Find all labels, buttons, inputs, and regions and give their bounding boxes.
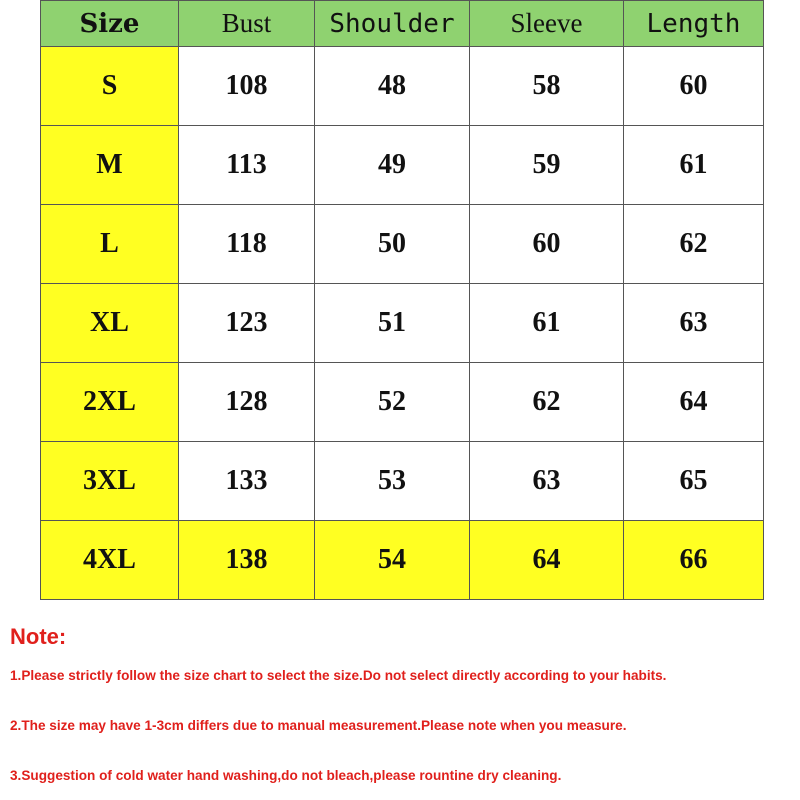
bust-cell: 108 <box>179 47 315 126</box>
column-header-shoulder: Shoulder <box>315 1 470 47</box>
table-row <box>41 126 764 205</box>
sleeve-cell: 60 <box>470 205 624 284</box>
note-item: 1.Please strictly follow the size chart to select the size.Do not select directly according to your habits. <box>10 668 667 683</box>
column-header-sleeve: Sleeve <box>470 1 624 47</box>
bust-cell: 118 <box>179 205 315 284</box>
size-chart-table <box>40 0 764 600</box>
bust-cell: 133 <box>179 442 315 521</box>
length-cell: 65 <box>624 442 764 521</box>
shoulder-cell: 53 <box>315 442 470 521</box>
bust-cell: 138 <box>179 521 315 600</box>
note-item: 2.The size may have 1-3cm differs due to manual measurement.Please note when you measure. <box>10 718 627 733</box>
table-row <box>41 205 764 284</box>
size-cell: 4XL <box>41 521 179 600</box>
note-title: Note: <box>10 624 67 649</box>
length-cell: 61 <box>624 126 764 205</box>
bust-cell: 113 <box>179 126 315 205</box>
size-cell: L <box>41 205 179 284</box>
shoulder-cell: 50 <box>315 205 470 284</box>
size-cell: XL <box>41 284 179 363</box>
shoulder-cell: 52 <box>315 363 470 442</box>
column-header-length: Length <box>624 1 764 47</box>
shoulder-cell: 48 <box>315 47 470 126</box>
column-header-size: Size <box>41 1 179 47</box>
length-cell: 64 <box>624 363 764 442</box>
sleeve-cell: 63 <box>470 442 624 521</box>
sleeve-cell: 62 <box>470 363 624 442</box>
shoulder-cell: 54 <box>315 521 470 600</box>
table-row <box>41 442 764 521</box>
table-row <box>41 363 764 442</box>
shoulder-cell: 49 <box>315 126 470 205</box>
size-cell: 3XL <box>41 442 179 521</box>
length-cell: 66 <box>624 521 764 600</box>
table-row <box>41 47 764 126</box>
length-cell: 62 <box>624 205 764 284</box>
sleeve-cell: 61 <box>470 284 624 363</box>
note-item: 3.Suggestion of cold water hand washing,do not bleach,please rountine dry cleaning. <box>10 768 562 783</box>
bust-cell: 123 <box>179 284 315 363</box>
table-row <box>41 284 764 363</box>
size-cell: S <box>41 47 179 126</box>
header-row <box>41 1 764 47</box>
sleeve-cell: 64 <box>470 521 624 600</box>
sleeve-cell: 58 <box>470 47 624 126</box>
sleeve-cell: 59 <box>470 126 624 205</box>
size-cell: 2XL <box>41 363 179 442</box>
size-cell: M <box>41 126 179 205</box>
length-cell: 63 <box>624 284 764 363</box>
shoulder-cell: 51 <box>315 284 470 363</box>
table-row <box>41 521 764 600</box>
bust-cell: 128 <box>179 363 315 442</box>
length-cell: 60 <box>624 47 764 126</box>
column-header-bust: Bust <box>179 1 315 47</box>
